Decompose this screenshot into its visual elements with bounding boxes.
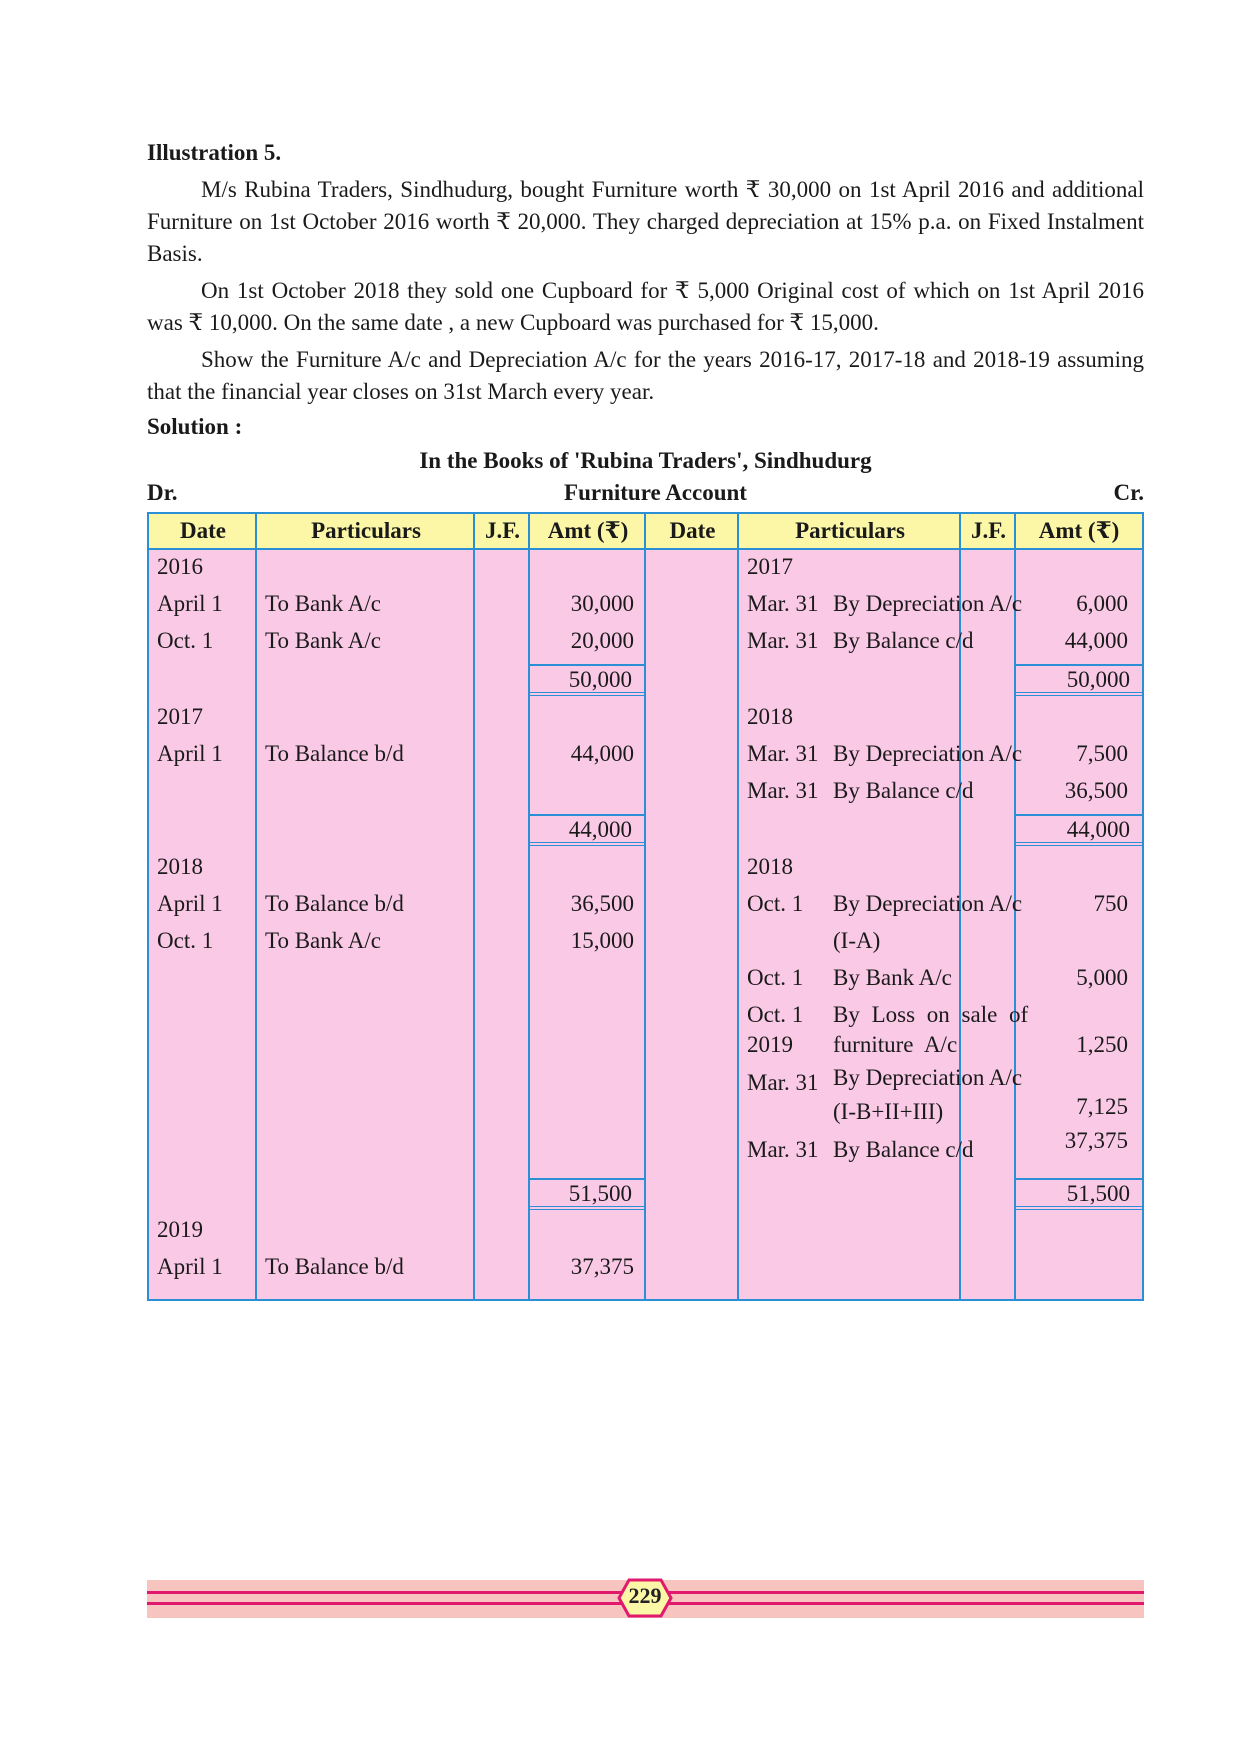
credit-year: 2017	[747, 554, 793, 579]
credit-year: 2019	[747, 1032, 793, 1057]
credit-date: Mar. 31	[747, 1070, 819, 1095]
credit-particulars-continued: furniture A/c	[833, 1032, 958, 1057]
document-page	[147, 140, 1144, 1301]
credit-particulars: By Balance c/d	[833, 628, 974, 653]
credit-particulars: By Depreciation A/c	[833, 891, 1023, 916]
solution-label: Solution :	[147, 414, 243, 439]
page-number: 229	[628, 1583, 662, 1608]
furniture-ledger-table	[147, 512, 1144, 1301]
debit-date: Oct. 1	[157, 928, 214, 953]
credit-date: Mar. 31	[747, 741, 819, 766]
header-jf-cr: J.F.	[971, 518, 1006, 543]
debit-date: April 1	[157, 741, 223, 766]
credit-amount: 37,375	[1064, 1128, 1128, 1153]
debit-amount: 36,500	[570, 891, 634, 916]
debit-particulars: To Balance b/d	[265, 891, 404, 916]
debit-total: 51,500	[530, 1178, 644, 1210]
credit-particulars-continued: (I-B+II+III)	[833, 1099, 944, 1124]
debit-date: April 1	[157, 891, 223, 916]
debit-year: 2018	[157, 854, 203, 879]
header-date-dr: Date	[180, 518, 226, 543]
header-amt-cr: Amt (₹)	[1038, 518, 1120, 543]
credit-amount: 7,125	[1076, 1094, 1128, 1119]
account-title-row	[147, 480, 1144, 506]
credit-amount: 7,500	[1076, 741, 1128, 766]
debit-year: 2017	[157, 704, 203, 729]
problem-paragraph-2: On 1st October 2018 they sold one Cupboard for ₹ 5,000 Original cost of which on 1st April 2016 was ₹ 10,000. On the same date , a new Cupboard was purchased for ₹ 15,000.	[147, 278, 1144, 335]
credit-total: 50,000	[1016, 664, 1142, 696]
credit-particulars-continued: (I-A)	[833, 928, 881, 953]
debit-particulars: To Bank A/c	[265, 628, 381, 653]
debit-particulars: To Bank A/c	[265, 928, 381, 953]
debit-amount: 15,000	[570, 928, 634, 953]
problem-paragraph-3: Show the Furniture A/c and Depreciation A/c for the years 2016-17, 2017-18 and 2018-19 assuming that the financial year closes on 31st March every year.	[147, 347, 1144, 404]
debit-year: 2019	[157, 1217, 203, 1242]
debit-amount: 30,000	[570, 591, 634, 616]
credit-particulars: By Loss on sale of	[833, 1002, 1029, 1027]
credit-date: Oct. 1	[747, 891, 804, 916]
credit-total: 44,000	[1016, 814, 1142, 846]
debit-total: 44,000	[530, 814, 644, 846]
column-divider	[473, 514, 475, 1299]
debit-date: Oct. 1	[157, 628, 214, 653]
credit-amount: 5,000	[1076, 965, 1128, 990]
problem-paragraph-1: M/s Rubina Traders, Sindhudurg, bought Furniture worth ₹ 30,000 on 1st April 2016 and additional Furniture on 1st October 2016 worth ₹ 20,000. They charged depreciation at 15% p.a. on Fixed Instalment Basis.	[147, 177, 1144, 266]
credit-particulars: By Depreciation A/c	[833, 741, 1023, 766]
debit-amount: 20,000	[570, 628, 634, 653]
credit-date: Mar. 31	[747, 591, 819, 616]
credit-amount: 6,000	[1076, 591, 1128, 616]
debit-date: April 1	[157, 591, 223, 616]
credit-date: Mar. 31	[747, 778, 819, 803]
credit-amount: 36,500	[1064, 778, 1128, 803]
credit-date: Mar. 31	[747, 1137, 819, 1162]
column-divider	[737, 514, 739, 1299]
column-divider	[644, 514, 646, 1299]
debit-particulars: To Balance b/d	[265, 741, 404, 766]
column-divider	[255, 514, 257, 1299]
credit-amount: 1,250	[1076, 1032, 1128, 1057]
header-particulars-cr: Particulars	[795, 518, 905, 543]
debit-particulars: To Balance b/d	[265, 1254, 404, 1279]
credit-date: Oct. 1	[747, 965, 804, 990]
credit-particulars: By Depreciation A/c	[833, 1065, 1023, 1090]
credit-date: Mar. 31	[747, 628, 819, 653]
credit-amount: 44,000	[1064, 628, 1128, 653]
credit-particulars: By Balance c/d	[833, 1137, 974, 1162]
credit-date: Oct. 1	[747, 1002, 804, 1027]
credit-year: 2018	[747, 704, 793, 729]
credit-particulars: By Bank A/c	[833, 965, 952, 990]
illustration-title: Illustration 5.	[147, 140, 282, 165]
header-jf-dr: J.F.	[485, 518, 520, 543]
credit-label: Cr.	[1113, 480, 1144, 505]
header-date-cr: Date	[669, 518, 716, 543]
debit-particulars: To Bank A/c	[265, 591, 381, 616]
credit-particulars: By Balance c/d	[833, 778, 974, 803]
credit-total: 51,500	[1016, 1178, 1142, 1210]
credit-amount: 750	[1093, 891, 1128, 916]
debit-year: 2016	[157, 554, 203, 579]
debit-date: April 1	[157, 1254, 223, 1279]
credit-particulars: By Depreciation A/c	[833, 591, 1023, 616]
debit-amount: 44,000	[570, 741, 634, 766]
books-title: In the Books of 'Rubina Traders', Sindhudurg	[419, 448, 872, 473]
debit-label: Dr.	[147, 480, 178, 505]
debit-total: 50,000	[530, 664, 644, 696]
header-amt-dr: Amt (₹)	[547, 518, 629, 543]
debit-amount: 37,375	[570, 1254, 634, 1279]
header-particulars-dr: Particulars	[311, 518, 421, 543]
account-title: Furniture Account	[564, 480, 747, 505]
credit-year: 2018	[747, 854, 793, 879]
page-footer	[147, 1580, 1144, 1618]
